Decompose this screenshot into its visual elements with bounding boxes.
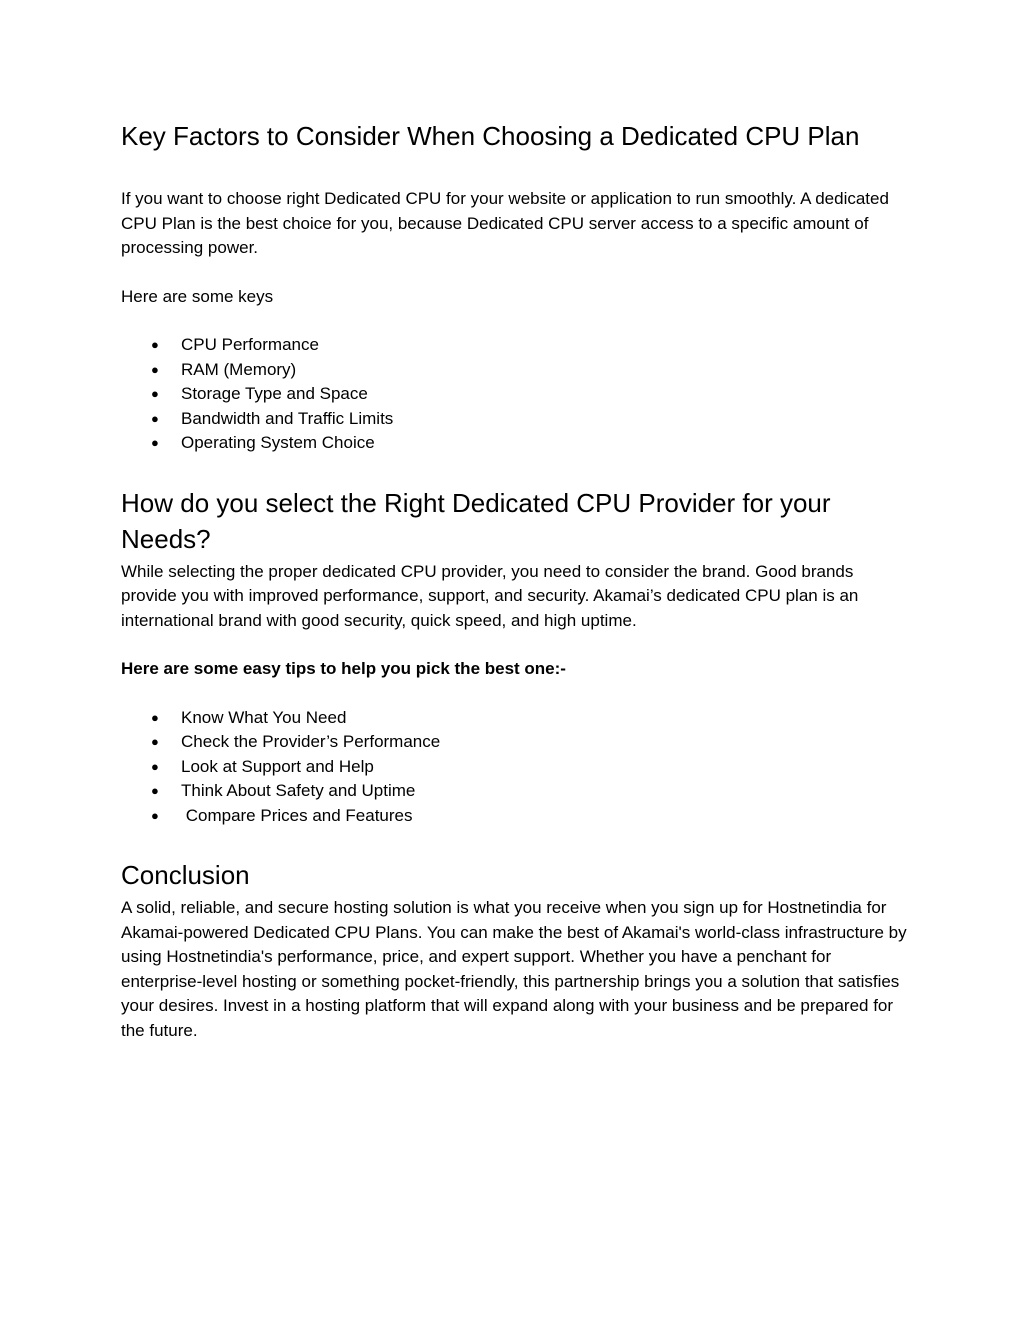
tips-list — [121, 706, 911, 829]
bullet-icon: ● — [151, 337, 159, 352]
bullet-icon: ● — [151, 758, 159, 774]
keys-list — [121, 333, 911, 456]
bullet-icon: ● — [151, 435, 159, 450]
provider-heading: How do you select the Right Dedicated CPU Provider for your Needs? — [121, 487, 831, 554]
bullet-icon: ● — [151, 783, 159, 798]
document-page — [121, 0, 911, 1043]
bullet-icon: ● — [151, 807, 159, 823]
list-item: ● Storage Type and Space — [121, 382, 911, 407]
bullet-icon: ● — [151, 734, 159, 749]
tips-intro: Here are some easy tips to help you pick the best one:- — [121, 659, 566, 678]
main-heading: Key Factors to Consider When Choosing a Dedicated CPU Plan — [121, 121, 860, 151]
list-item: ● Know What You Need — [121, 706, 911, 731]
list-item: ● Bandwidth and Traffic Limits — [121, 407, 911, 432]
list-item: ● Think About Safety and Uptime — [121, 779, 911, 804]
bullet-icon: ● — [151, 709, 159, 725]
conclusion-heading: Conclusion — [121, 860, 250, 890]
list-item: ● Operating System Choice — [121, 431, 911, 456]
list-item: ● Look at Support and Help — [121, 755, 911, 780]
list-item: ● Check the Provider’s Performance — [121, 730, 911, 755]
provider-paragraph: While selecting the proper dedicated CPU provider, you need to consider the brand. Good brands provide you with improved performance, support, and security. Akamai’s dedicated CPU plan is an international brand with good security, quick speed, and high uptime. — [121, 561, 859, 630]
keys-intro: Here are some keys — [121, 286, 274, 306]
list-item: ● RAM (Memory) — [121, 358, 911, 383]
bullet-icon: ● — [151, 386, 159, 401]
list-item: ● CPU Performance — [121, 333, 911, 358]
bullet-icon: ● — [151, 361, 159, 377]
bullet-icon: ● — [151, 410, 159, 426]
intro-paragraph: If you want to choose right Dedicated CPU for your website or application to run smoothly. A dedicated CPU Plan is the best choice for you, because Dedicated CPU server access to a specific amount of processing power. — [121, 189, 889, 257]
list-item: ● Compare Prices and Features — [121, 804, 911, 829]
conclusion-paragraph: A solid, reliable, and secure hosting solution is what you receive when you sign up for Hostnetindia for Akamai-powered Dedicated CPU Plans. You can make the best of Akamai's world-class infrastructure by using Hostnetindia's performance, price, and expert support. Whether you have a penchant for enterprise-level hosting or something pocket-friendly, this partnership brings you a solution that satisfies your desires. Invest in a hosting platform that will expand along with your business and be prepared for the future. — [121, 898, 907, 1040]
